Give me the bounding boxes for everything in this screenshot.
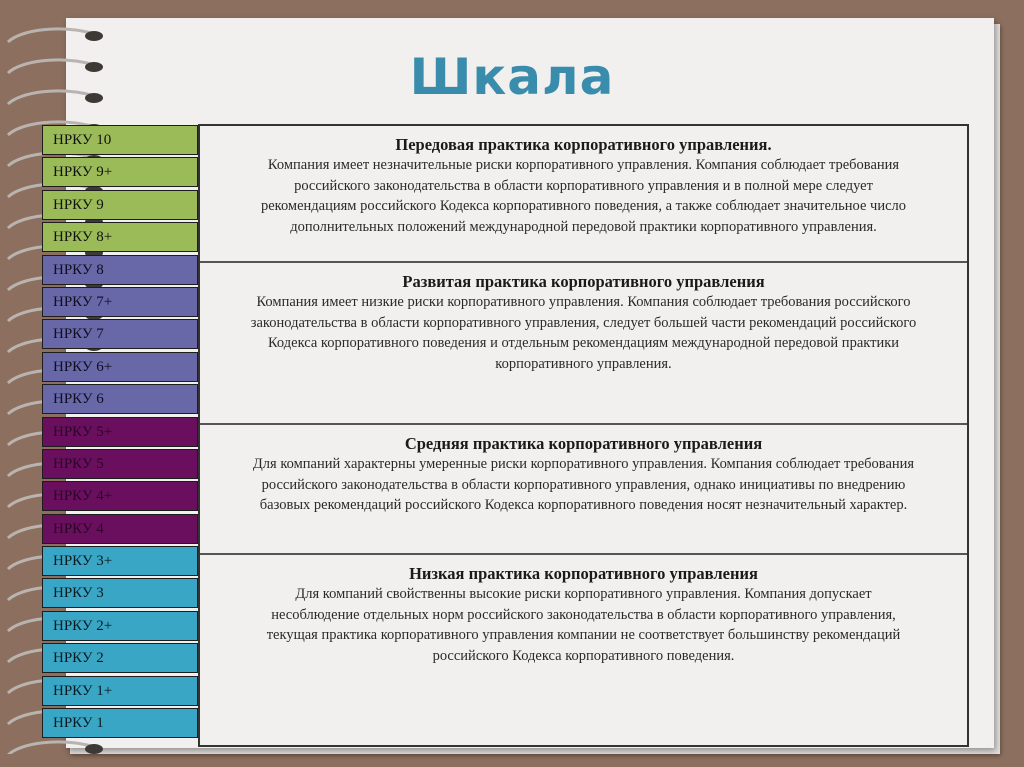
category-title: Развитая практика корпоративного управления (402, 272, 765, 291)
grade-cell: НРКУ 4+ (42, 481, 198, 511)
category-title: Передовая практика корпоративного управления. (395, 135, 772, 154)
category-cell-average (200, 425, 967, 555)
grade-cell: НРКУ 9 (42, 190, 198, 220)
category-text: Для компаний свойственны высокие риски корпоративного управления. Компания допускает несоблюдение отдельных норм российского законодательства в области корпоративного управления, текущая практика корпоративного управления компании не соответствует большинству рекомендаций российского Кодекса корпоративного поведения. (266, 586, 901, 664)
description-table (198, 124, 969, 747)
grade-cell: НРКУ 3+ (42, 546, 198, 576)
category-cell-low (200, 555, 967, 745)
grade-cell: НРКУ 2 (42, 643, 198, 673)
category-cell-advanced (200, 126, 967, 263)
category-text: Компания имеет незначительные риски корпоративного управления. Компания соблюдает требования российского законодательства в области корпоративного управления и в полной мере следует рекомендациям российского Кодекса корпоративного поведения, а также соблюдает значительное число дополнительных положений международной передовой практики корпоративного управления. (260, 157, 907, 235)
grade-cell: НРКУ 8+ (42, 222, 198, 252)
grade-cell: НРКУ 5+ (42, 417, 198, 447)
grade-cell: НРКУ 9+ (42, 157, 198, 187)
category-cell-developed (200, 263, 967, 425)
grade-cell: НРКУ 2+ (42, 611, 198, 641)
page-title: Шкала (409, 48, 615, 106)
grade-cell: НРКУ 6+ (42, 352, 198, 382)
grade-cell: НРКУ 10 (42, 125, 198, 155)
grade-cell: НРКУ 6 (42, 384, 198, 414)
grade-cell: НРКУ 8 (42, 255, 198, 285)
category-title: Средняя практика корпоративного управления (404, 434, 763, 453)
grade-cell: НРКУ 7 (42, 319, 198, 349)
grade-cell: НРКУ 1+ (42, 676, 198, 706)
grade-cell: НРКУ 4 (42, 514, 198, 544)
category-title: Низкая практика корпоративного управления (409, 564, 758, 583)
category-text: Для компаний характерны умеренные риски корпоративного управления. Компания соблюдает требования российского законодательства в области корпоративного управления, однако инициативы по внедрению базовых рекомендаций российского Кодекса корпоративного поведения носят незначительный характер. (252, 456, 915, 513)
grade-cell: НРКУ 7+ (42, 287, 198, 317)
grade-cell: НРКУ 1 (42, 708, 198, 738)
grade-cell: НРКУ 5 (42, 449, 198, 479)
grade-column (42, 125, 198, 740)
category-text: Компания имеет низкие риски корпоративного управления. Компания соблюдает требования российского законодательства в области корпоративного управления, следует большей части рекомендаций российского Кодекса корпоративного поведения и отдельным рекомендациям международной передовой практики корпоративного управления. (250, 294, 917, 372)
grade-cell: НРКУ 3 (42, 578, 198, 608)
